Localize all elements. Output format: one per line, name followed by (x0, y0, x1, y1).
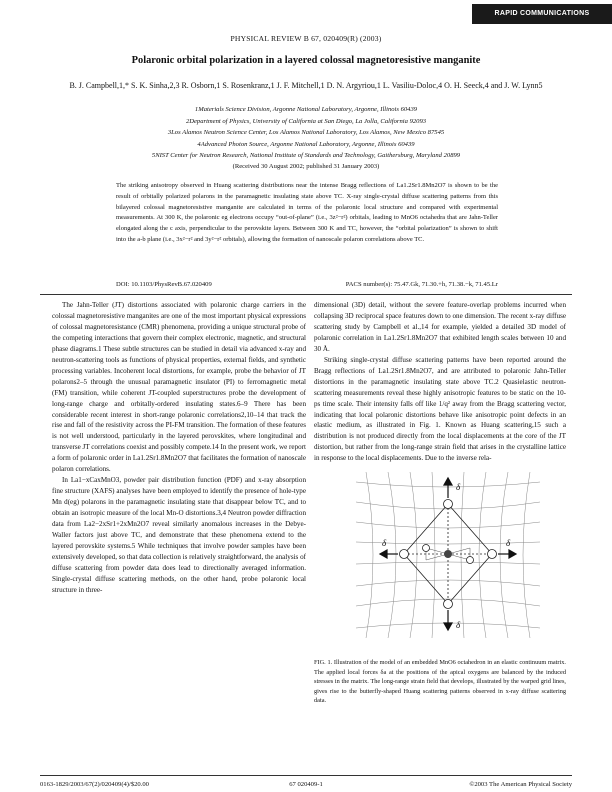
journal-header: PHYSICAL REVIEW B 67, 020409(R) (2003) (230, 34, 382, 43)
affiliation-4: 4Advanced Photon Source, Argonne National Laboratory, Argonne, Illinois 60439 (197, 140, 415, 148)
affiliation-2: 2Department of Physics, University of California at San Diego, La Jolla, California 92093 (185, 117, 427, 125)
body-column-left (52, 300, 306, 596)
delta-label: δ (382, 538, 387, 548)
rapid-communications-banner: RAPID COMMUNICATIONS (472, 4, 612, 24)
affiliation-5: 5NIST Center for Neutron Research, National Institute of Standards and Technology, Gaithersburg, Maryland 20899 (151, 152, 461, 160)
delta-label: δ (506, 538, 511, 548)
delta-label: δ (456, 482, 461, 492)
body-column-right (314, 300, 566, 464)
abstract: The striking anisotropy observed in Huang scattering distributions near the intense Bragg reflections of La1.2Sr1.8Mn2O7 is shown to be the result of orbitally polarized polarons in the paramagnetic insulating state above TC. X-ray single-crystal diffuse scattering patterns from this bilayered colossal magnetoresistive manganite are calculated in terms of the polaronic local structure and compared with experimental measurements. At 300 K, the polaronic eg electrons occupy “out-of-plane” (i.e., 3z²−r²) orbitals, leading to MnO6 octahedra that are Jahn-Teller elongated along the c axis, perpendicular to the perovskite layers. Between 300 K and TC, however, the “orbital polarization” is shown to shift into the a-b plane (i.e., 3x²−r² and 3y²−r² orbitals), allowing the formation of nanoscale polaron correlations above TC. (116, 182, 498, 243)
affiliation-1: 1Materials Science Division, Argonne National Laboratory, Argonne, Illinois 60439 (194, 106, 418, 113)
body-paragraph: dimensional (3D) detail, without the severe feature-overlap problems incurred when collapsing 3D reciprocal space features down to one dimension. The recent x-ray diffuse scattering study by Campbell et al.,14 for example, yielded a detailed 3D model of polaronic correlation in La1.2Sr1.8Mn2O7 that exhibited length scales between 10 and 30 Å. (314, 301, 566, 353)
affiliation-3: 3Los Alamos Neutron Science Center, Los Alamos National Laboratory, Los Alamos, New Mexico 87545 (167, 129, 445, 137)
mn-atom (444, 550, 452, 558)
paper-title: Polaronic orbital polarization in a layered colossal magnetoresistive manganite (131, 55, 481, 66)
body-paragraph: In La1−xCaxMnO3, powder pair distribution function (PDF) and x-ray absorption fine structure (XAFS) analyses have been employed to identify the presence of hole-type Mn d(eg) polarons in the paramagnetic insulating state that disappear below TC, and to obtain an isotropic measure of the local Mn-O distortions.3,4 Neutron powder diffraction data from La2−2xSr1+2xMn2O7 reveal similarly anomalous increases in the Debye-Waller factors just above TC, and demonstrate that these phenomena extend to the layered perovskite systems.5 While techniques that involve powder samples have been extensively developed, so that data collection is relatively straightforward, the analysis of diffuse scattering from powder data does lead to directionally averaged information. Single-crystal diffuse scattering methods, on the other hand, probe polaronic local structure in three- (52, 476, 306, 594)
received-dates: (Received 30 August 2002; published 31 January 2003) (232, 163, 380, 170)
delta-label: δ (456, 620, 461, 630)
footer-copyright: ©2003 The American Physical Society (469, 781, 572, 788)
footer-page-number: 67 020409-1 (289, 781, 323, 788)
doi-line: DOI: 10.1103/PhysRevB.67.020409 (116, 281, 212, 288)
body-paragraph: The Jahn-Teller (JT) distortions associated with polaronic charge carriers in the colossal magnetoresistive manganites are one of the most important physical expressions of colossal magnetoresistance (CMR) phenomena, providing a unique structural probe of the competing interactions that govern their complex electronic, magnetic, and structural phase diagrams.1 These subtle structures can be studied in detail via advanced x-ray and neutron-scattering tools as functions of physical properties, external fields, and synthetic processing variables. Incoherent local distortions, for example, probe the behavior of JT polarons2–5 through the unusual paramagnetic insulator (PI) to ferromagnetic metal (FM) transition, while coherent JT-coupled superstructures probe the development of long-range charge and orbitally-ordered insulating states.6–9 There has been considerable recent interest in short-range polaronic correlations2,10–14 that track the rise and fall of the resistivity across the PI-FM transition. The formation of these features is not well understood, particularly in the layered perovskites, where longitudinal and transverse JT correlations coexist and possibly compete.14 In the present work, we report a form of polaronic order in La1.2Sr1.8Mn2O7 that facilitates the formation of nanoscale polaron correlations. (52, 301, 306, 474)
author-list: B. J. Campbell,1,* S. K. Sinha,2,3 R. Osborn,1 S. Rosenkranz,1 J. F. Mitchell,1 D. N. Argyriou,1 L. Vasiliu-Doloc,4 O. H. Seeck,4 and J. W. Lynn5 (69, 81, 543, 90)
footer-divider (40, 775, 572, 776)
footer-issn: 0163-1829/2003/67(2)/020409(4)/$20.00 (40, 781, 149, 788)
pacs-numbers: PACS number(s): 75.47.Gk, 71.30.+h, 71.38.−k, 71.45.Lr (345, 281, 498, 288)
header-divider (40, 294, 572, 295)
figure-1-caption: FIG. 1. Illustration of the model of an embedded MnO6 octahedron in an elastic continuum matrix. The applied local forces δa at the positions of the apical oxygens are balanced by the induced stresses in the matrix. The long-range strain field that develops, illustrated by the warped grid lines, gives rise to the butterfly-shaped Huang scattering patterns observed in x-ray diffuse scattering data. (314, 659, 566, 705)
affiliations (40, 104, 572, 162)
figure-1-octahedron-illustration (352, 468, 544, 642)
body-paragraph: Striking single-crystal diffuse scattering patterns have been reported around the Bragg reflections of La1.2Sr1.8Mn2O7, and are attributed to polaronic Jahn-Teller distortions in the paramagnetic insulating state above TC.2 Quasielastic neutron-scattering measurements reveal these highly anisotropic features to be static on the 10-ps time scale. Their intensity falls off like 1/q² away from the Bragg scattering vector, indicating that local polaronic distortions behave like anisotropic point defects in an elastic medium, as illustrated in Fig. 1. Known as Huang scattering,15 such a distribution is not produced directly from the local displacements at the core of the JT distortion, but rather from the long-range strain field that arises in the crystalline lattice in response to the local displacements. Due to the inverse rela- (314, 355, 566, 463)
